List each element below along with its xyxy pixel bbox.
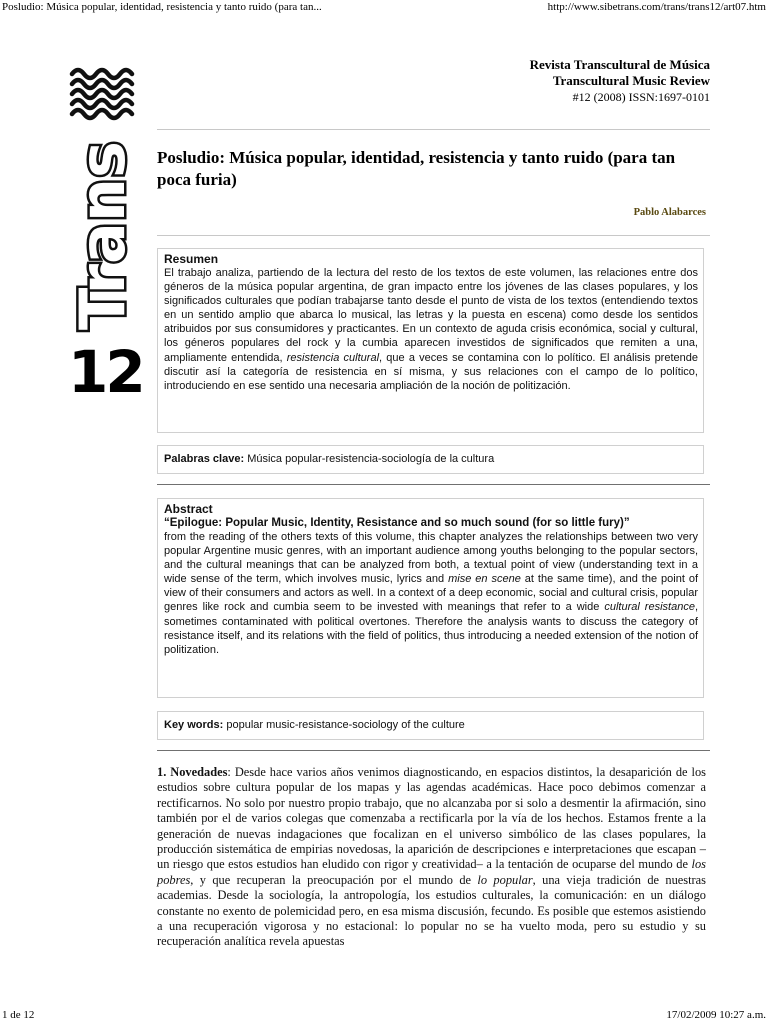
key-words-box [157, 711, 704, 740]
divider [157, 129, 710, 130]
trans-12-logo [64, 52, 156, 400]
divider [157, 484, 710, 485]
abstract-text: from the reading of the others texts of this volume, this chapter analyzes the relationships between two very popular Argentine music genres, with an important audience among youths belonging to the popular sectors, and the cultural meanings that can be analyzed from both, a textual point of view (understanding text in a wide sense of the term, which involves music, lyrics and mise en scene at the same time), and the point of view of their consumers and actors as well. In a context of a deep economic, social and cultural crisis, popular genres like rock and cumbia seem to be invested with meanings that refer to a wide cultural resistance, sometimes contaminated with political overtones. Therefore the analysis wants to discuss the category of resistance itself, and its relations with the field of politics, thus introducing a needed extension of the notion of politization. [164, 531, 698, 656]
journal-issue: #12 (2008) ISSN:1697-0101 [572, 90, 710, 104]
page-number: 1 de 12 [2, 1009, 35, 1021]
logo-number-text: 12 [68, 338, 143, 400]
palabras-clave-box [157, 445, 704, 474]
key-words-value: popular music-resistance-sociology of the culture [226, 719, 465, 731]
journal-name-es: Revista Transcultural de Música [529, 57, 710, 72]
resumen-text: El trabajo analiza, partiendo de la lectura del resto de los textos de este volumen, las relaciones entre dos géneros de la música popular argentina, de gran impacto entre los jóvenes de las clases populares, y los significados culturales que podían trabajarse tanto desde el punto de vista de los textos (entendiendo textos en un sentido amplio que abarca lo musical, las letras y la puesta en escena) como desde los sentidos atribuidos por sus consumidores y practicantes. En un contexto de aguda crisis económica, social y cultural, los géneros populares del rock y la cumbia aparecen investidos de significados que remiten a una, ampliamente entendida, resistencia cultural, que a veces se contamina con lo político. El análisis pretende discutir así la categoría de resistencia en sí misma, y sus relaciones con el campo de lo político, introduciendo en ese sentido una necesaria ampliación de la noción de politización. [164, 267, 698, 392]
journal-name-en: Transcultural Music Review [552, 73, 710, 88]
page-header-url: http://www.sibetrans.com/trans/trans12/art07.htm [547, 1, 766, 13]
resumen-heading: Resumen [164, 252, 219, 266]
section-heading: 1. Novedades [157, 765, 228, 779]
divider [157, 750, 710, 751]
print-timestamp: 17/02/2009 10:27 a.m. [666, 1009, 766, 1021]
logo-wave-ornament [72, 70, 132, 118]
abstract-heading: Abstract [164, 502, 213, 516]
abstract-subtitle: “Epilogue: Popular Music, Identity, Resistance and so much sound (for so little fury)” [164, 517, 630, 529]
palabras-clave-value: Música popular-resistencia-sociología de la cultura [247, 453, 495, 465]
resumen-box [157, 248, 704, 433]
logo-trans-text: Trans [66, 141, 139, 330]
logo-wave-outline [68, 66, 136, 122]
page-header-title: Posludio: Música popular, identidad, resistencia y tanto ruido (para tan... [2, 1, 322, 13]
palabras-clave-label: Palabras clave: [164, 453, 245, 465]
divider [157, 235, 710, 236]
key-words-label: Key words: [164, 719, 224, 731]
abstract-box [157, 498, 704, 698]
article-title: Posludio: Música popular, identidad, resistencia y tanto ruido (para tan poca furia) [157, 148, 676, 189]
article-author: Pablo Alabarces [633, 207, 706, 218]
journal-info [530, 57, 710, 105]
article-body: 1. Novedades: Desde hace varios años venimos diagnosticando, en espacios distintos, la desaparición de los estudios sobre cultura popular de los mapas y las agendas académicas. Hace poco debimos comenzar a rectificarnos. No solo por nuestro propio trabajo, que no alcanzaba por si solo a desmentir la afirmación, sino también por el de varios colegas que comenzaba a rectificarla por la vía de los hechos. Estamos frente a la generación de nuevas indagaciones que focalizan en el universo simbólico de las clases populares, la producción sistemática de empirias novedosas, la aparición de descripciones e interpretaciones que escapan –un riesgo que estos estudios han eludido con rigor y creatividad– a la tentación de ocuparse del mundo de los pobres, y que recuperan la preocupación por el mundo de lo popular, una vieja tradición de nuestras academias. Desde la sociología, la antropología, los estudios culturales, la comunicación: en un diálogo constante no exento de polemicidad pero, en esa misma discusión, fecundo. Es posible que estemos asistiendo a una recuperación vigorosa y no estacional: lo popular no se ha vuelto moda, pero su estudio y su recuperación analítica revela apuestas [157, 765, 706, 949]
